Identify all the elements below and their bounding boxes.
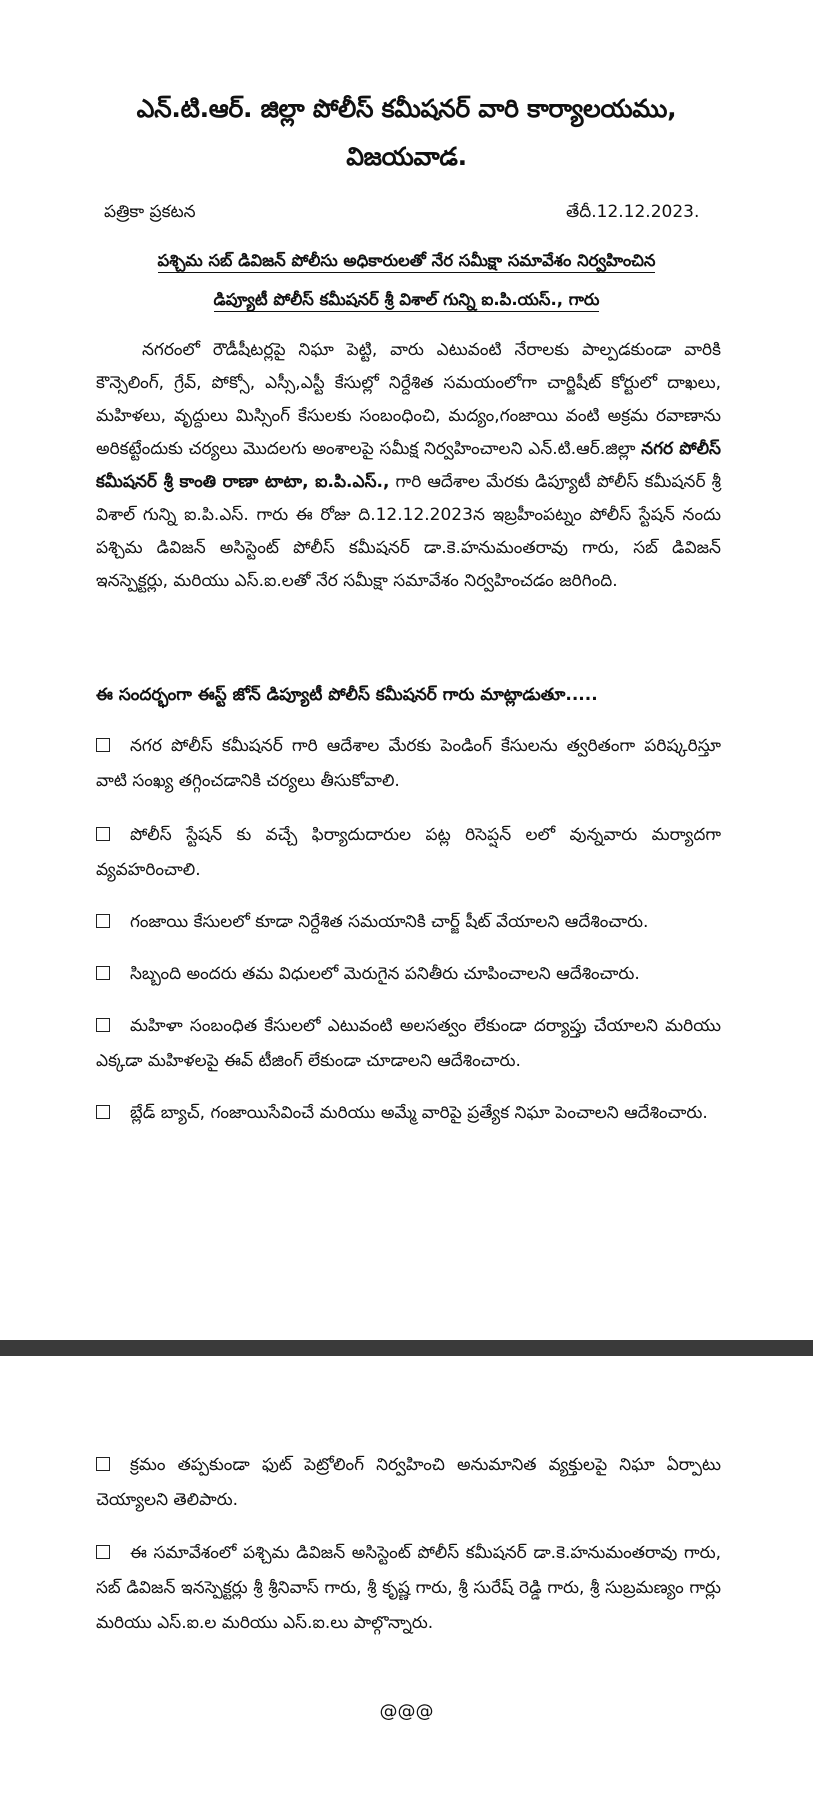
list-item-text: క్రమం తప్పకుండా ఫుట్ పెట్రోలింగ్ నిర్వహించి అనుమానిత వ్యక్తులపై నిఘా ఏర్పాటు చెయ్యాలని తెలిపారు. bbox=[96, 1455, 721, 1510]
subject-line-2 bbox=[0, 290, 813, 313]
checkbox-icon bbox=[96, 966, 110, 980]
subject-line-2-text: డిప్యూటీ పోలీస్ కమీషనర్ శ్రీ విశాల్ గున్ని ఐ.పి.యస్., గారు bbox=[214, 290, 600, 312]
list-item bbox=[96, 1536, 721, 1641]
closing-mark: @@@ bbox=[379, 1701, 434, 1722]
list-item bbox=[96, 1448, 721, 1518]
list-item-text: గంజాయి కేసులలో కూడా నిర్దేశిత సమయానికి చార్జ్ షీట్ వేయాలని ఆదేశించారు. bbox=[130, 912, 649, 932]
list-item bbox=[96, 729, 721, 799]
list-item-text: పోలీస్ స్టేషన్ కు వచ్చే ఫిర్యాదుదారుల పట్ల రిసెప్షన్ లలో వున్నవారు మర్యాదగా వ్యవహరించాలి. bbox=[96, 825, 721, 880]
intro-paragraph bbox=[96, 334, 721, 598]
office-title: ఎన్.టి.ఆర్. జిల్లా పోలీస్ కమీషనర్ వారి కార్యాలయము, bbox=[136, 94, 677, 123]
list-item-text: నగర పోలీస్ కమీషనర్ గారి ఆదేశాల మేరకు పెండింగ్ కేసులను త్వరితంగా పరిష్కరిస్తూ వాటి సంఖ్య తగ్గించడానికి చర్యలు తీసుకోవాలి. bbox=[96, 736, 721, 791]
list-item bbox=[96, 957, 721, 992]
intro-text-2: గారి ఆదేశాల మేరకు డిప్యూటీ పోలీస్ కమీషనర్ శ్రీ విశాల్ గున్ని ఐ.పి.ఎస్. గారు ఈ రోజు ది.12.12.2023న ఇబ్రహీంపట్నం పోలీస్ స్టేషన్ నందు పశ్చిమ డివిజన్ అసిస్టెంట్ పోలీస్ కమీషనర్ డా.కె.హనుమంతరావు గారు, సబ్ డివిజన్ ఇనస్పెక్టర్లు, మరియు ఎస్.ఐ.లతో నేర సమీక్షా సమావేశం నిర్వహించడం జరిగింది. bbox=[96, 472, 721, 591]
office-city: విజయవాడ. bbox=[346, 142, 467, 171]
list-item bbox=[96, 818, 721, 888]
list-item-text: బ్లేడ్ బ్యాచ్, గంజాయిసేవించే మరియు అమ్మే వారిపై ప్రత్యేక నిఘా పెంచాలని ఆదేశించారు. bbox=[130, 1103, 708, 1123]
list-item bbox=[96, 1009, 721, 1079]
page-separator bbox=[0, 1340, 813, 1356]
list-item bbox=[96, 905, 721, 940]
checkbox-icon bbox=[96, 1457, 110, 1471]
checkbox-icon bbox=[96, 1018, 110, 1032]
list-item-text: సిబ్బంది అందరు తమ విధులలో మెరుగైన పనితీరు చూపించాలని ఆదేశించారు. bbox=[130, 964, 640, 984]
intro-text-1: నగరంలో రౌడీషీటర్లపై నిఘా పెట్టి, వారు ఎటువంటి నేరాలకు పాల్పడకుండా వారికి కౌన్సెలింగ్, గ్రేవ్, పోక్సో, ఎస్సీ,ఎస్టీ కేసుల్లో నిర్దేశిత సమయంలోగా చార్జిషీట్ కోర్టులో దాఖలు, మహిళలు, వృద్దులు మిస్సింగ్ కేసులకు సంబంధించి, మద్యం,గంజాయి వంటి అక్రమ రవాణాను అరికట్టేందుకు చర్యలు మొదలగు అంశాలపై సమీక్ష నిర్వహించాలని ఎన్.టి.ఆర్.జిల్లా bbox=[96, 340, 721, 459]
press-release-label: పత్రికా ప్రకటన bbox=[104, 202, 196, 222]
document-page-2 bbox=[0, 1356, 813, 1798]
list-item-text: మహిళా సంబంధిత కేసులలో ఎటువంటి అలసత్వం లేకుండా దర్యాప్తు చేయాలని మరియు ఎక్కడా మహిళలపై ఈవ్ టీజింగ్ లేకుండా చూడాలని ఆదేశించారు. bbox=[96, 1016, 721, 1071]
checkbox-icon bbox=[96, 827, 110, 841]
release-date: తేదీ.12.12.2023. bbox=[566, 202, 700, 222]
list-item bbox=[96, 1096, 721, 1131]
subject-line-1 bbox=[0, 251, 813, 274]
list-item-text: ఈ సమావేశంలో పశ్చిమ డివిజన్ అసిస్టెంట్ పోలీస్ కమీషనర్ డా.కె.హనుమంతరావు గారు, సబ్ డివిజన్ ఇనస్పెక్టర్లు శ్రీ శ్రీనివాస్ గారు, శ్రీ కృష్ణ గారు, శ్రీ సురేష్ రెడ్డి గారు, శ్రీ సుబ్రమణ్యం గార్లు మరియు ఎస్.ఐ.ల మరియు ఎస్.ఐ.లు పాల్గొన్నారు. bbox=[96, 1543, 721, 1633]
checkbox-icon bbox=[96, 738, 110, 752]
checkbox-icon bbox=[96, 1545, 110, 1559]
section-heading: ఈ సందర్భంగా ఈస్ట్ జోన్ డిప్యూటీ పోలీస్ కమీషనర్ గారు మాట్లాడుతూ..... bbox=[96, 685, 598, 705]
intro-commissioner: నగర పోలీస్ కమీషనర్ శ్రీ కాంతి రాణా టాటా, ఐ.పి.ఎస్., bbox=[96, 439, 721, 492]
subject-line-1-text: పశ్చిమ సబ్ డివిజన్ పోలీసు అధికారులతో నేర సమీక్షా సమావేశం నిర్వహించిన bbox=[158, 251, 656, 273]
checkbox-icon bbox=[96, 1105, 110, 1119]
checkbox-icon bbox=[96, 914, 110, 928]
